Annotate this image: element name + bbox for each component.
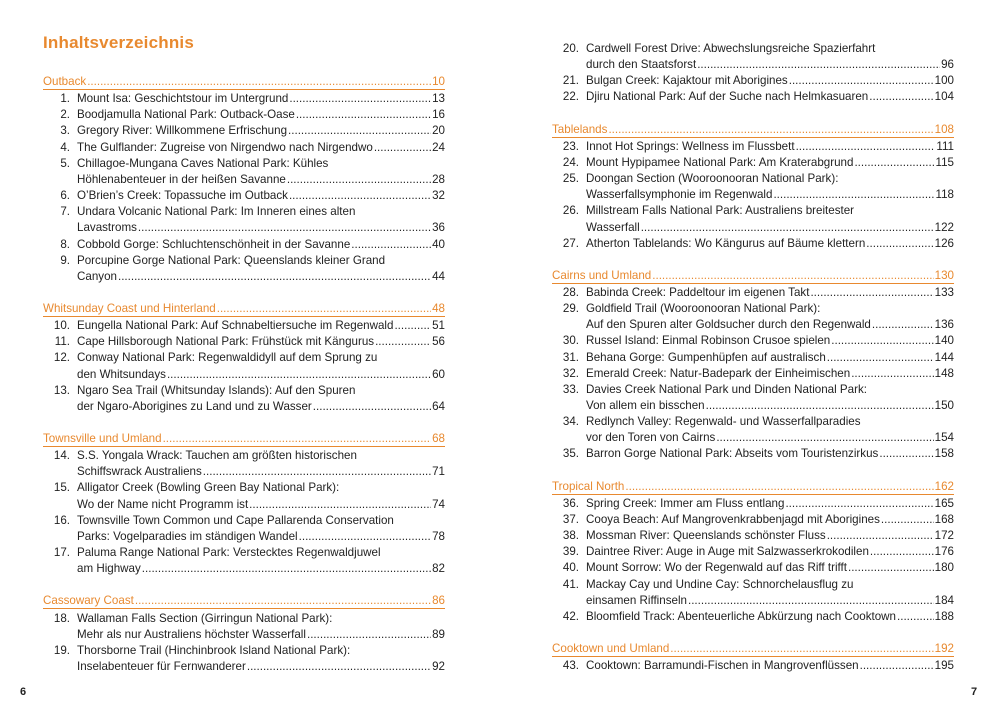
toc-entry[interactable] [43, 237, 445, 253]
entry-title: Schiffswrack Australiens [77, 465, 202, 479]
entry-title: Davies Creek National Park und Dinden National Park: [586, 382, 867, 396]
entry-page-number: 92 [432, 659, 445, 673]
dot-leader [785, 496, 933, 512]
entry-title: Thorsborne Trail (Hinchinbrook Island National Park): [77, 643, 351, 657]
toc-entry-continuation[interactable] [43, 529, 445, 545]
toc-section-heading[interactable] [552, 479, 954, 495]
entry-title: Cobbold Gorge: Schluchtenschönheit in der Savanne [77, 237, 351, 251]
dot-leader [688, 593, 934, 609]
entry-title: Emerald Creek: Natur-Badepark der Einheimischen [586, 366, 851, 380]
entry-title: Mehr als nur Australiens höchster Wasserfall [77, 627, 306, 641]
entry-title: Redlynch Valley: Regenwald- und Wasserfallparadies [586, 415, 861, 429]
entry-title: Daintree River: Auge in Auge mit Salzwasserkrokodilen [586, 545, 869, 559]
toc-entry-continuation[interactable] [552, 57, 954, 73]
toc-entry[interactable] [43, 156, 445, 172]
entry-number: 17. [53, 546, 70, 560]
toc-entry[interactable] [552, 528, 954, 544]
dot-leader [827, 350, 934, 366]
section-page-number: 10 [432, 75, 445, 88]
toc-section-heading[interactable] [43, 431, 445, 447]
toc-entry[interactable] [43, 448, 445, 464]
toc-entry-continuation[interactable] [552, 187, 954, 203]
toc-entry[interactable] [552, 41, 954, 57]
dot-leader [716, 430, 933, 446]
toc-entry[interactable] [552, 285, 954, 301]
entry-title: Mackay Cay und Undine Cay: Schnorchelausflug zu [586, 577, 854, 591]
section-page-number: 192 [934, 641, 954, 655]
entry-number: 12. [53, 351, 70, 365]
entry-number: 29. [562, 302, 579, 316]
toc-entry-continuation[interactable] [43, 399, 445, 415]
dot-leader [670, 641, 933, 657]
toc-entry[interactable] [552, 333, 954, 349]
toc-section-heading[interactable] [552, 268, 954, 284]
entry-page-number: 60 [432, 367, 445, 381]
toc-entry[interactable] [43, 253, 445, 269]
section-rule [552, 137, 954, 138]
dot-leader [851, 366, 933, 382]
toc-section-heading[interactable] [43, 301, 445, 317]
entry-number: 4. [60, 140, 70, 154]
entry-title: Djiru National Park: Auf der Suche nach Helmkasuaren [586, 90, 869, 104]
toc-entry[interactable] [552, 512, 954, 528]
entry-title: vor den Toren von Cairns [586, 431, 716, 445]
entry-title: Mossman River: Queenslands schönster Fluss [586, 529, 826, 543]
entry-number: 14. [53, 449, 70, 463]
toc-entry[interactable] [552, 658, 954, 674]
toc-entry-continuation[interactable] [43, 220, 445, 236]
section-page-number: 162 [934, 479, 954, 493]
toc-section-heading[interactable] [552, 122, 954, 138]
entry-number: 2. [60, 108, 70, 122]
entry-title: Doongan Section (Wooroonooran National Park): [586, 172, 839, 186]
entry-page-number: 78 [432, 529, 445, 543]
entry-title: Wo der Name nicht Programm ist [77, 497, 249, 511]
entry-number: 22. [562, 90, 579, 104]
dot-leader [796, 139, 936, 155]
entry-title: einsamen Riffinseln [586, 593, 687, 607]
toc-entry[interactable] [552, 171, 954, 187]
entry-title: Cardwell Forest Drive: Abwechslungsreiche Spazierfahrt [586, 42, 876, 55]
page-number-left: 6 [20, 686, 27, 698]
entry-number: 37. [562, 512, 579, 526]
dot-leader [810, 285, 933, 301]
entry-number: 28. [562, 285, 579, 299]
entry-number: 35. [562, 447, 579, 461]
toc-entry-continuation[interactable] [43, 659, 445, 675]
dot-leader [870, 544, 934, 560]
dot-leader [860, 658, 934, 674]
dot-leader [897, 609, 934, 625]
dot-leader [307, 627, 431, 643]
entry-page-number: 111 [936, 139, 954, 153]
entry-title: Undara Volcanic National Park: Im Inneren eines alten [77, 205, 356, 219]
toc-entry-continuation[interactable] [43, 172, 445, 188]
dot-leader [697, 57, 940, 73]
entry-page-number: 24 [432, 140, 445, 154]
toc-entry-continuation[interactable] [43, 269, 445, 285]
entry-number: 31. [562, 350, 579, 364]
toc-entry[interactable] [552, 301, 954, 317]
entry-page-number: 28 [432, 172, 445, 186]
dot-leader [706, 398, 934, 414]
toc-entry[interactable] [552, 577, 954, 593]
section-rule [43, 446, 445, 447]
entry-number: 33. [562, 382, 579, 396]
entry-number: 43. [562, 659, 579, 673]
entry-number: 42. [562, 609, 579, 623]
dot-leader [135, 593, 431, 609]
entry-title: Canyon [77, 269, 117, 283]
entry-number: 30. [562, 334, 579, 348]
entry-page-number: 115 [935, 155, 954, 169]
toc-entry[interactable] [552, 89, 954, 105]
entry-number: 19. [53, 643, 70, 657]
toc-entry-continuation[interactable] [43, 627, 445, 643]
entry-page-number: 82 [432, 562, 445, 576]
entry-page-number: 36 [432, 221, 445, 235]
entry-page-number: 40 [432, 237, 445, 251]
entry-number: 13. [53, 383, 70, 397]
entry-page-number: 176 [934, 545, 954, 559]
entry-title: Wallaman Falls Section (Girringun National Park): [77, 611, 333, 625]
dot-leader [374, 140, 431, 156]
section-page-number: 86 [432, 594, 445, 608]
dot-leader [288, 123, 431, 139]
toc-entry[interactable] [552, 560, 954, 576]
dot-leader [608, 122, 933, 138]
entry-title: am Highway [77, 562, 141, 576]
dot-leader [249, 497, 431, 513]
entry-page-number: 20 [432, 124, 445, 138]
entry-number: 32. [562, 366, 579, 380]
entry-number: 7. [60, 205, 70, 219]
entry-page-number: 154 [934, 431, 954, 445]
entry-page-number: 71 [432, 465, 445, 479]
dot-leader [394, 318, 431, 334]
toc-entry[interactable] [552, 366, 954, 382]
section-page-number: 130 [934, 268, 954, 282]
entry-title: Inselabenteuer für Fernwanderer [77, 659, 246, 673]
section-page-number: 108 [934, 122, 954, 136]
entry-title: Behana Gorge: Gumpenhüpfen auf australisch [586, 350, 826, 364]
toc-section-heading[interactable] [552, 641, 954, 657]
dot-leader [287, 172, 431, 188]
entry-number: 41. [562, 577, 579, 591]
entry-page-number: 180 [934, 561, 954, 575]
entry-page-number: 89 [432, 627, 445, 641]
toc-entry[interactable] [43, 204, 445, 220]
entry-title: S.S. Yongala Wrack: Tauchen am größten historischen [77, 449, 357, 463]
toc-entry[interactable] [552, 139, 954, 155]
toc-entry-continuation[interactable] [552, 220, 954, 236]
entry-page-number: 104 [934, 90, 954, 104]
entry-number: 25. [562, 172, 579, 186]
toc-entry-continuation[interactable] [43, 561, 445, 577]
toc-entry[interactable] [552, 414, 954, 430]
toc-entry[interactable] [552, 236, 954, 252]
entry-title: Babinda Creek: Paddeltour im eigenen Takt [586, 285, 810, 299]
entry-number: 3. [60, 124, 70, 138]
entry-page-number: 168 [934, 512, 954, 526]
section-title: Cooktown und Umland [552, 641, 670, 655]
toc-entry-continuation[interactable] [552, 430, 954, 446]
dot-leader [142, 561, 431, 577]
toc-section-heading[interactable] [43, 74, 445, 90]
entry-page-number: 118 [935, 188, 954, 202]
entry-number: 38. [562, 529, 579, 543]
entry-title: Gregory River: Willkommene Erfrischung [77, 124, 288, 138]
dot-leader [87, 74, 431, 90]
entry-page-number: 16 [432, 108, 445, 122]
toc-entry-continuation[interactable] [43, 367, 445, 383]
dot-leader [652, 268, 933, 284]
page-number-right: 7 [971, 686, 978, 698]
entry-number: 10. [53, 319, 70, 333]
section-page-number: 68 [432, 432, 445, 445]
dot-leader [866, 236, 933, 252]
entry-page-number: 158 [934, 447, 954, 461]
toc-section-heading[interactable] [43, 593, 445, 609]
section-rule [552, 656, 954, 657]
toc-entry[interactable] [552, 496, 954, 512]
section-title: Tablelands [552, 122, 608, 136]
entry-number: 34. [562, 415, 579, 429]
dot-leader [854, 155, 934, 171]
section-rule [43, 608, 445, 609]
toc-entry-continuation[interactable] [43, 464, 445, 480]
toc-title: Inhaltsverzeichnis [43, 33, 194, 52]
entry-title: Innot Hot Springs: Wellness im Flussbett [586, 139, 795, 153]
entry-number: 20. [562, 42, 579, 55]
entry-title: Auf den Spuren alter Goldsucher durch den Regenwald [586, 318, 871, 332]
entry-number: 1. [60, 92, 70, 106]
entry-number: 23. [562, 139, 579, 153]
dot-leader [203, 464, 431, 480]
entry-number: 26. [562, 204, 579, 218]
entry-page-number: 136 [934, 318, 954, 332]
entry-title: Boodjamulla National Park: Outback-Oase [77, 108, 295, 122]
dot-leader [375, 334, 431, 350]
entry-number: 39. [562, 545, 579, 559]
section-title: Whitsunday Coast und Hinterland [43, 301, 216, 315]
toc-entry[interactable] [43, 123, 445, 139]
dot-leader [138, 220, 431, 236]
entry-title: Paluma Range National Park: Verstecktes Regenwaldjuwel [77, 546, 381, 560]
entry-page-number: 44 [432, 269, 445, 283]
toc-entry-continuation[interactable] [43, 497, 445, 513]
toc-entry[interactable] [43, 140, 445, 156]
dot-leader [247, 659, 431, 675]
toc-entry[interactable] [552, 73, 954, 89]
toc-entry[interactable] [43, 480, 445, 496]
dot-leader [827, 528, 934, 544]
toc-entry[interactable] [43, 107, 445, 123]
entry-title: Atherton Tablelands: Wo Kängurus auf Bäume klettern [586, 236, 866, 250]
entry-title: Spring Creek: Immer am Fluss entlang [586, 496, 785, 510]
entry-number: 15. [53, 481, 70, 495]
toc-entry[interactable] [552, 382, 954, 398]
entry-title: durch den Staatsforst [586, 58, 697, 72]
entry-page-number: 144 [934, 350, 954, 364]
toc-entry[interactable] [43, 91, 445, 107]
entry-page-number: 148 [934, 366, 954, 380]
entry-title: Mount Isa: Geschichtstour im Untergrund [77, 92, 289, 106]
toc-entry[interactable] [552, 544, 954, 560]
entry-title: Mount Sorrow: Wo der Regenwald auf das Riff trifft [586, 561, 847, 575]
entry-title: Barron Gorge National Park: Abseits vom Touristenzirkus [586, 447, 879, 461]
entry-page-number: 140 [934, 334, 954, 348]
entry-title: Townsville Town Common und Cape Pallarenda Conservation [77, 513, 394, 527]
entry-title: Cooya Beach: Auf Mangrovenkrabbenjagd mit Aborigines [586, 512, 880, 526]
entry-page-number: 184 [934, 593, 954, 607]
toc-entry[interactable] [43, 318, 445, 334]
toc-entry[interactable] [552, 203, 954, 219]
section-title: Cairns und Umland [552, 268, 652, 282]
entry-page-number: 56 [432, 335, 445, 349]
entry-page-number: 172 [934, 529, 954, 543]
entry-number: 40. [562, 561, 579, 575]
toc-entry[interactable] [43, 334, 445, 350]
entry-page-number: 96 [941, 58, 954, 72]
entry-number: 36. [562, 496, 579, 510]
entry-page-number: 51 [432, 319, 445, 333]
entry-title: Bloomfield Track: Abenteuerliche Abkürzung nach Cooktown [586, 609, 896, 623]
entry-page-number: 100 [934, 74, 954, 88]
entry-page-number: 165 [934, 496, 954, 510]
section-page-number: 48 [432, 301, 445, 315]
dot-leader [351, 237, 431, 253]
entry-number: 5. [60, 156, 70, 170]
toc-entry[interactable] [43, 545, 445, 561]
entry-title: Cape Hillsborough National Park: Frühstück mit Kängurus [77, 335, 375, 349]
dot-leader [641, 220, 934, 236]
toc-entry[interactable] [43, 513, 445, 529]
entry-title: Conway National Park: Regenwaldidyll auf dem Sprung zu [77, 351, 378, 365]
section-title: Cassowary Coast [43, 594, 134, 608]
entry-number: 9. [60, 253, 70, 267]
section-rule [43, 316, 445, 317]
entry-page-number: 74 [432, 497, 445, 511]
dot-leader [831, 333, 933, 349]
entry-title: Wasserfallsymphonie im Regenwald [586, 188, 773, 202]
dot-leader [879, 446, 933, 462]
dot-leader [869, 89, 933, 105]
entry-page-number: 126 [934, 236, 954, 250]
toc-entry[interactable] [552, 609, 954, 625]
section-rule [552, 494, 954, 495]
entry-title: Ngaro Sea Trail (Whitsunday Islands): Auf den Spuren [77, 383, 356, 397]
toc-entry[interactable] [43, 350, 445, 366]
section-rule [552, 283, 954, 284]
entry-title: Lavastroms [77, 221, 137, 235]
toc-entry[interactable] [552, 350, 954, 366]
entry-page-number: 32 [432, 189, 445, 203]
entry-number: 6. [60, 189, 70, 203]
entry-number: 18. [53, 611, 70, 625]
entry-title: Goldfield Trail (Wooroonooran National Park): [586, 302, 821, 316]
section-title: Tropical North [552, 479, 625, 493]
entry-page-number: 64 [432, 399, 445, 413]
right-page [500, 0, 1000, 717]
entry-page-number: 188 [934, 609, 954, 623]
toc-entry[interactable] [43, 611, 445, 627]
entry-number: 21. [562, 74, 579, 88]
entry-page-number: 133 [934, 285, 954, 299]
dot-leader [789, 73, 934, 89]
dot-leader [296, 107, 431, 123]
entry-title: Millstream Falls National Park: Australiens breitester [586, 204, 855, 218]
dot-leader [773, 187, 934, 203]
section-title: Townsville und Umland [43, 432, 162, 445]
entry-page-number: 195 [934, 659, 954, 673]
toc-entry-continuation[interactable] [552, 398, 954, 414]
section-title: Outback [43, 75, 87, 88]
dot-leader [299, 529, 431, 545]
dot-leader [163, 431, 432, 447]
entry-number: 11. [54, 335, 70, 349]
entry-title: O’Brien’s Creek: Topassuche im Outback [77, 189, 288, 203]
entry-title: Chillagoe-Mungana Caves National Park: Kühles [77, 156, 329, 170]
toc-entry[interactable] [552, 155, 954, 171]
entry-number: 24. [562, 155, 579, 169]
toc-entry[interactable] [43, 643, 445, 659]
dot-leader [848, 560, 934, 576]
entry-number: 16. [53, 513, 70, 527]
toc-entry[interactable] [552, 446, 954, 462]
dot-leader [217, 301, 431, 317]
entry-title: der Ngaro-Aborigines zu Land und zu Wasser [77, 399, 312, 413]
entry-title: Russel Island: Einmal Robinson Crusoe spielen [586, 334, 831, 348]
toc-entry-continuation[interactable] [552, 593, 954, 609]
entry-title: Parks: Vogelparadies im ständigen Wandel [77, 529, 298, 543]
dot-leader [881, 512, 934, 528]
toc-entry[interactable] [43, 188, 445, 204]
entry-number: 27. [562, 236, 579, 250]
entry-page-number: 150 [934, 399, 954, 412]
dot-leader [118, 269, 431, 285]
entry-title: Wasserfall [586, 220, 640, 234]
entry-title: Eungella National Park: Auf Schnabeltiersuche im Regenwald [77, 319, 394, 333]
toc-entry[interactable] [43, 383, 445, 399]
entry-title: The Gulflander: Zugreise von Nirgendwo nach Nirgendwo [77, 140, 373, 154]
toc-entry-continuation[interactable] [552, 317, 954, 333]
dot-leader [289, 188, 431, 204]
entry-page-number: 122 [934, 220, 954, 234]
dot-leader [872, 317, 934, 333]
entry-title: Von allem ein bisschen [586, 399, 705, 412]
entry-title: Cooktown: Barramundi-Fischen in Mangrovenflüssen [586, 659, 859, 673]
dot-leader [313, 399, 431, 415]
entry-title: Alligator Creek (Bowling Green Bay National Park): [77, 481, 340, 495]
section-rule [43, 89, 445, 90]
entry-title: Mount Hypipamee National Park: Am Kraterabgrund [586, 155, 854, 169]
dot-leader [625, 479, 933, 495]
entry-number: 8. [60, 237, 70, 251]
entry-title: Bulgan Creek: Kajaktour mit Aborigines [586, 74, 788, 88]
entry-page-number: 13 [432, 92, 445, 106]
entry-title: Höhlenabenteuer in der heißen Savanne [77, 172, 286, 186]
dot-leader [289, 91, 431, 107]
dot-leader [167, 367, 431, 383]
entry-title: den Whitsundays [77, 367, 166, 381]
entry-title: Porcupine Gorge National Park: Queenslands kleiner Grand [77, 253, 386, 267]
